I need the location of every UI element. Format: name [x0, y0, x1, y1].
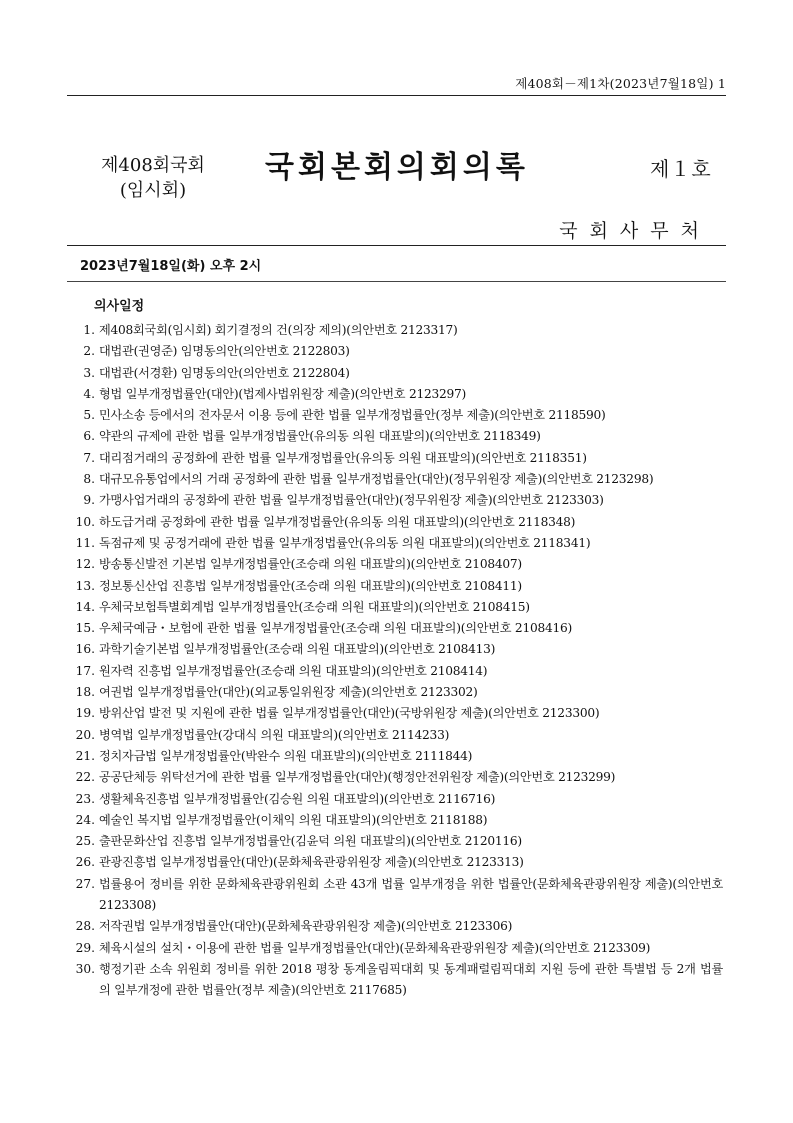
- agenda-item-text: 과학기술기본법 일부개정법률안(조승래 의원 대표발의)(의안번호 2108413): [99, 642, 496, 657]
- agenda-item: [70, 767, 723, 788]
- agenda-list: [70, 320, 723, 1002]
- session-type: (임시회): [119, 180, 187, 201]
- agenda-item-number: 15.: [75, 621, 95, 636]
- agenda-item-number: 6.: [83, 429, 95, 444]
- agenda-item: [70, 810, 723, 831]
- agenda-item: [70, 831, 723, 852]
- agenda-item-text: 여권법 일부개정법률안(대안)(외교통일위원장 제출)(의안번호 2123302): [99, 685, 478, 700]
- agenda-item: [70, 426, 723, 447]
- agenda-item-number: 27.: [75, 876, 95, 891]
- agenda-item-text: 병역법 일부개정법률안(강대식 의원 대표발의)(의안번호 2114233): [99, 727, 450, 742]
- agenda-item: [70, 938, 723, 959]
- agenda-item-number: 11.: [75, 535, 95, 550]
- agenda-item: [70, 384, 723, 405]
- agenda-item-number: 18.: [75, 685, 95, 700]
- agenda-item: [70, 341, 723, 362]
- session-number: 제408회국회: [101, 155, 205, 176]
- agenda-item-text: 우체국예금・보험에 관한 법률 일부개정법률안(조승래 의원 대표발의)(의안번호 2108416): [99, 621, 572, 636]
- agenda-item-number: 29.: [75, 940, 95, 955]
- agenda-item: [70, 405, 723, 426]
- agenda-item-text: 형법 일부개정법률안(대안)(법제사법위원장 제출)(의안번호 2123297): [99, 386, 466, 401]
- agenda-item-text: 대법관(권영준) 임명동의안(의안번호 2122803): [99, 344, 350, 359]
- agenda-item-text: 출판문화산업 진흥법 일부개정법률안(김윤덕 의원 대표발의)(의안번호 2120116): [99, 834, 522, 849]
- agenda-item-text: 대리점거래의 공정화에 관한 법률 일부개정법률안(유의동 의원 대표발의)(의안번호 2118351): [99, 450, 587, 465]
- agenda-item: [70, 554, 723, 575]
- agenda-item-number: 25.: [75, 834, 95, 849]
- agenda-item-number: 23.: [75, 791, 95, 806]
- agenda-item: [70, 320, 723, 341]
- date-rule: [67, 281, 726, 282]
- agenda-item-text: 약관의 규제에 관한 법률 일부개정법률안(유의동 의원 대표발의)(의안번호 2118349): [99, 429, 541, 444]
- agenda-item-text: 원자력 진흥법 일부개정법률안(조승래 의원 대표발의)(의안번호 2108414): [99, 663, 488, 678]
- agenda-item: [70, 916, 723, 937]
- session-label: [94, 153, 212, 203]
- agenda-item-number: 26.: [75, 855, 95, 870]
- agenda-item-text: 예술인 복지법 일부개정법률안(이채익 의원 대표발의)(의안번호 2118188): [99, 812, 488, 827]
- agenda-item: [70, 618, 723, 639]
- agenda-item-number: 17.: [75, 663, 95, 678]
- agenda-item: [70, 533, 723, 554]
- agenda-item-text: 가맹사업거래의 공정화에 관한 법률 일부개정법률안(대안)(정무위원장 제출)(의안번호 2123303): [99, 493, 604, 508]
- agenda-item: [70, 512, 723, 533]
- agenda-item-number: 3.: [83, 365, 95, 380]
- agenda-item-number: 24.: [75, 812, 95, 827]
- agenda-item-number: 20.: [75, 727, 95, 742]
- agenda-item-text: 민사소송 등에서의 전자문서 이용 등에 관한 법률 일부개정법률안(정부 제출)(의안번호 2118590): [99, 408, 606, 423]
- agenda-item-number: 14.: [75, 599, 95, 614]
- publisher: 국회사무처: [559, 220, 711, 242]
- agenda-item-text: 행정기관 소속 위원회 정비를 위한 2018 평창 동계올림픽대회 및 동계패럴림픽대회 지원 등에 관한 특별법 등 2개 법률의 일부개정에 관한 법률안(정부 제출)(의안번호 2117685): [99, 961, 723, 998]
- agenda-item-number: 5.: [83, 408, 95, 423]
- agenda-item-text: 정치자금법 일부개정법률안(박완수 의원 대표발의)(의안번호 2111844): [99, 748, 473, 763]
- agenda-item-number: 13.: [75, 578, 95, 593]
- running-header: 제408회－제1차(2023년7월18일) 1: [515, 76, 726, 91]
- agenda-item-text: 정보통신산업 진흥법 일부개정법률안(조승래 의원 대표발의)(의안번호 2108411): [99, 578, 522, 593]
- agenda-item-text: 하도급거래 공정화에 관한 법률 일부개정법률안(유의동 의원 대표발의)(의안번호 2118348): [99, 514, 576, 529]
- agenda-item-text: 방송통신발전 기본법 일부개정법률안(조승래 의원 대표발의)(의안번호 2108407): [99, 557, 522, 572]
- agenda-item-number: 4.: [83, 386, 95, 401]
- agenda-item: [70, 490, 723, 511]
- agenda-item: [70, 959, 723, 1002]
- agenda-item: [70, 703, 723, 724]
- agenda-item: [70, 597, 723, 618]
- agenda-item-number: 30.: [75, 961, 95, 976]
- agenda-item-number: 7.: [83, 450, 95, 465]
- issue-number: 제１호: [650, 157, 712, 181]
- agenda-item: [70, 639, 723, 660]
- agenda-item-text: 관광진흥법 일부개정법률안(대안)(문화체육관광위원장 제출)(의안번호 2123313): [99, 855, 524, 870]
- agenda-item: [70, 661, 723, 682]
- agenda-item-text: 저작권법 일부개정법률안(대안)(문화체육관광위원장 제출)(의안번호 2123306): [99, 919, 513, 934]
- agenda-item-text: 법률용어 정비를 위한 문화체육관광위원회 소관 43개 법률 일부개정을 위한 법률안(문화체육관광위원장 제출)(의안번호 2123308): [99, 876, 723, 913]
- top-rule: [67, 95, 726, 96]
- agenda-item: [70, 852, 723, 873]
- agenda-item-number: 22.: [75, 770, 95, 785]
- agenda-item-text: 생활체육진흥법 일부개정법률안(김승원 의원 대표발의)(의안번호 2116716): [99, 791, 496, 806]
- agenda-item-text: 제408회국회(임시회) 회기결정의 건(의장 제의)(의안번호 2123317): [99, 323, 458, 337]
- agenda-item-number: 8.: [83, 472, 95, 487]
- agenda-item-text: 대법관(서경환) 임명동의안(의안번호 2122804): [99, 365, 350, 380]
- agenda-item-text: 우체국보험특별회계법 일부개정법률안(조승래 의원 대표발의)(의안번호 2108415): [99, 599, 530, 614]
- agenda-item: [70, 789, 723, 810]
- agenda-item-number: 9.: [83, 493, 95, 508]
- agenda-heading: 의사일정: [94, 299, 145, 314]
- agenda-item-text: 방위산업 발전 및 지원에 관한 법률 일부개정법률안(대안)(국방위원장 제출)(의안번호 2123300): [99, 706, 600, 721]
- agenda-item-text: 공공단체등 위탁선거에 관한 법률 일부개정법률안(대안)(행정안전위원장 제출)(의안번호 2123299): [99, 770, 616, 785]
- agenda-item-number: 16.: [75, 642, 95, 657]
- agenda-item: [70, 576, 723, 597]
- agenda-item-number: 10.: [75, 514, 95, 529]
- masthead-rule: [67, 245, 726, 246]
- agenda-item-text: 대규모유통업에서의 거래 공정화에 관한 법률 일부개정법률안(대안)(정무위원장 제출)(의안번호 2123298): [99, 472, 654, 487]
- agenda-item: [70, 363, 723, 384]
- agenda-item-number: 21.: [75, 748, 95, 763]
- agenda-item-text: 체육시설의 설치・이용에 관한 법률 일부개정법률안(대안)(문화체육관광위원장 제출)(의안번호 2123309): [99, 940, 651, 955]
- agenda-item: [70, 874, 723, 917]
- document-title: 국회본회의회의록: [265, 150, 529, 185]
- agenda-item: [70, 469, 723, 490]
- agenda-item-number: 19.: [75, 706, 95, 721]
- meeting-datetime: 2023년7월18일(화) 오후 2시: [80, 259, 262, 274]
- agenda-item-number: 1.: [83, 323, 95, 337]
- agenda-item: [70, 682, 723, 703]
- agenda-item-number: 12.: [75, 557, 95, 572]
- agenda-item: [70, 448, 723, 469]
- agenda-item-text: 독점규제 및 공정거래에 관한 법률 일부개정법률안(유의동 의원 대표발의)(의안번호 2118341): [99, 535, 591, 550]
- agenda-item-number: 2.: [83, 344, 95, 359]
- agenda-item-number: 28.: [75, 919, 95, 934]
- agenda-item: [70, 746, 723, 767]
- agenda-item: [70, 725, 723, 746]
